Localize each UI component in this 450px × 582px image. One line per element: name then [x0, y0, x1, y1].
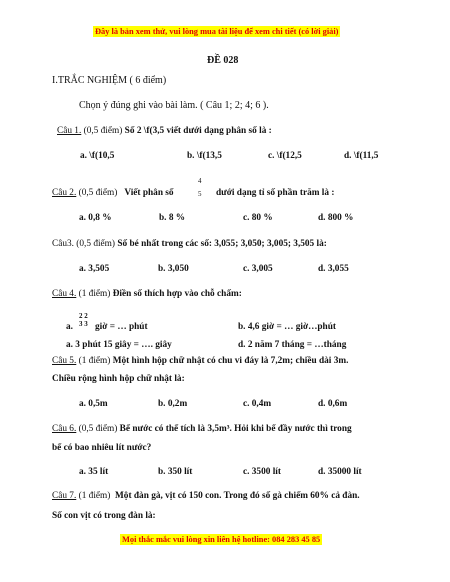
- question-5: [52, 356, 348, 366]
- question-3: [52, 239, 327, 249]
- question-points: (1 điểm): [78, 491, 111, 501]
- q3-option-b: b. 3,050: [158, 264, 189, 274]
- question-text: Bể nước có thể tích là 3,5m³. Hỏi khi bể đầy nước thì trong: [119, 424, 352, 434]
- footer-notice: Mọi thắc mắc vui lòng xin liên hệ hotline: 084 283 45 85: [122, 535, 321, 544]
- question-7: [52, 491, 360, 501]
- question-points: (0,5 điểm): [83, 126, 123, 136]
- question-6-continued: bể có bao nhiêu lít nước?: [52, 443, 152, 453]
- q5-option-c: c. 0,4m: [243, 399, 272, 409]
- fraction-4-5: [198, 177, 202, 198]
- fraction-numerator: 4: [198, 177, 202, 185]
- q6-option-d: d. 35000 lít: [318, 467, 362, 477]
- question-6: [52, 424, 352, 434]
- question-text: Một hình hộp chữ nhật có chu vi đáy là 7,2m; chiều dài 3m.: [112, 356, 349, 366]
- q4-option-a-prefix: a.: [66, 322, 73, 332]
- question-label: Câu 1.: [57, 126, 82, 136]
- question-text: Số 2 \f(3,5 viết dưới dạng phân số là :: [124, 126, 272, 136]
- question-text: Một đàn gà, vịt có 150 con. Trong đó số gà chiếm 60% cả đàn.: [115, 491, 360, 501]
- q3-option-d: d. 3,055: [318, 264, 349, 274]
- q5-option-d: d. 0,6m: [318, 399, 348, 409]
- section-heading: I.TRẮC NGHIỆM ( 6 điểm): [52, 75, 167, 86]
- q4-option-b: b. 4,6 giờ = … giờ…phút: [238, 322, 336, 332]
- q6-option-c: c. 3500 lít: [243, 467, 281, 477]
- question-points: (0,5 điểm): [78, 188, 118, 198]
- question-text: Viết phân số: [124, 188, 174, 198]
- q1-option-b: b. \f(13,5: [187, 151, 222, 161]
- q2-option-a: a. 0,8 %: [79, 213, 112, 223]
- q1-option-a: a. \f(10,5: [80, 151, 115, 161]
- q2-option-d: d. 800 %: [318, 213, 354, 223]
- question-4: [52, 289, 242, 299]
- q1-option-c: c. \f(12,5: [268, 151, 302, 161]
- q2-option-c: c. 80 %: [243, 213, 273, 223]
- question-points: (0,5 điểm): [76, 239, 116, 249]
- question-label: Câu 2.: [52, 188, 77, 198]
- exam-title: ĐỀ 028: [207, 55, 239, 66]
- q3-option-c: c. 3,005: [243, 264, 273, 274]
- question-points: (1 điểm): [78, 356, 111, 366]
- q6-option-a: a. 35 lít: [79, 467, 109, 477]
- question-text: Số bé nhất trong các số: 3,055; 3,050; 3,005; 3,505 là:: [117, 239, 327, 249]
- q1-option-d: d. \f(11,5: [344, 151, 379, 161]
- question-points: (1 điểm): [78, 289, 111, 299]
- question-1: [57, 126, 272, 136]
- fraction-numerator: 2 2: [79, 312, 88, 320]
- question-label: Câu 6.: [52, 424, 77, 434]
- question-text: Điền số thích hợp vào chỗ chấm:: [112, 289, 242, 299]
- question-label: Câu 4.: [52, 289, 77, 299]
- q4-option-c: a. 3 phút 15 giây = …. giây: [66, 340, 172, 350]
- q4-option-d: d. 2 năm 7 tháng = …tháng: [238, 340, 347, 350]
- question-2: [52, 188, 174, 198]
- fraction-denominator: 5: [198, 190, 202, 198]
- question-text-after: dưới dạng tỉ số phần trăm là :: [216, 188, 335, 198]
- q6-option-b: b. 350 lít: [158, 467, 193, 477]
- q2-option-b: b. 8 %: [159, 213, 186, 223]
- q5-option-a: a. 0,5m: [79, 399, 108, 409]
- q4-fraction: [79, 312, 88, 328]
- question-points: (0,5 điểm): [78, 424, 118, 434]
- header-notice: Đây là bản xem thử, vui lòng mua tài liệu để xem chi tiết (có lời giải): [95, 27, 339, 36]
- instruction-text: Chọn ý đúng ghi vào bài làm. ( Câu 1; 2; 4; 6 ).: [79, 100, 269, 111]
- q4-option-a-text: giờ = … phút: [95, 322, 148, 332]
- question-5-continued: Chiều rộng hình hộp chữ nhật là:: [52, 374, 185, 384]
- q5-option-b: b. 0,2m: [158, 399, 188, 409]
- q3-option-a: a. 3,505: [79, 264, 110, 274]
- question-label: Câu3.: [52, 239, 74, 249]
- question-label: Câu 5.: [52, 356, 77, 366]
- question-label: Câu 7.: [52, 491, 77, 501]
- fraction-denominator: 3 3: [79, 320, 88, 328]
- question-7-continued: Số con vịt có trong đàn là:: [52, 511, 156, 521]
